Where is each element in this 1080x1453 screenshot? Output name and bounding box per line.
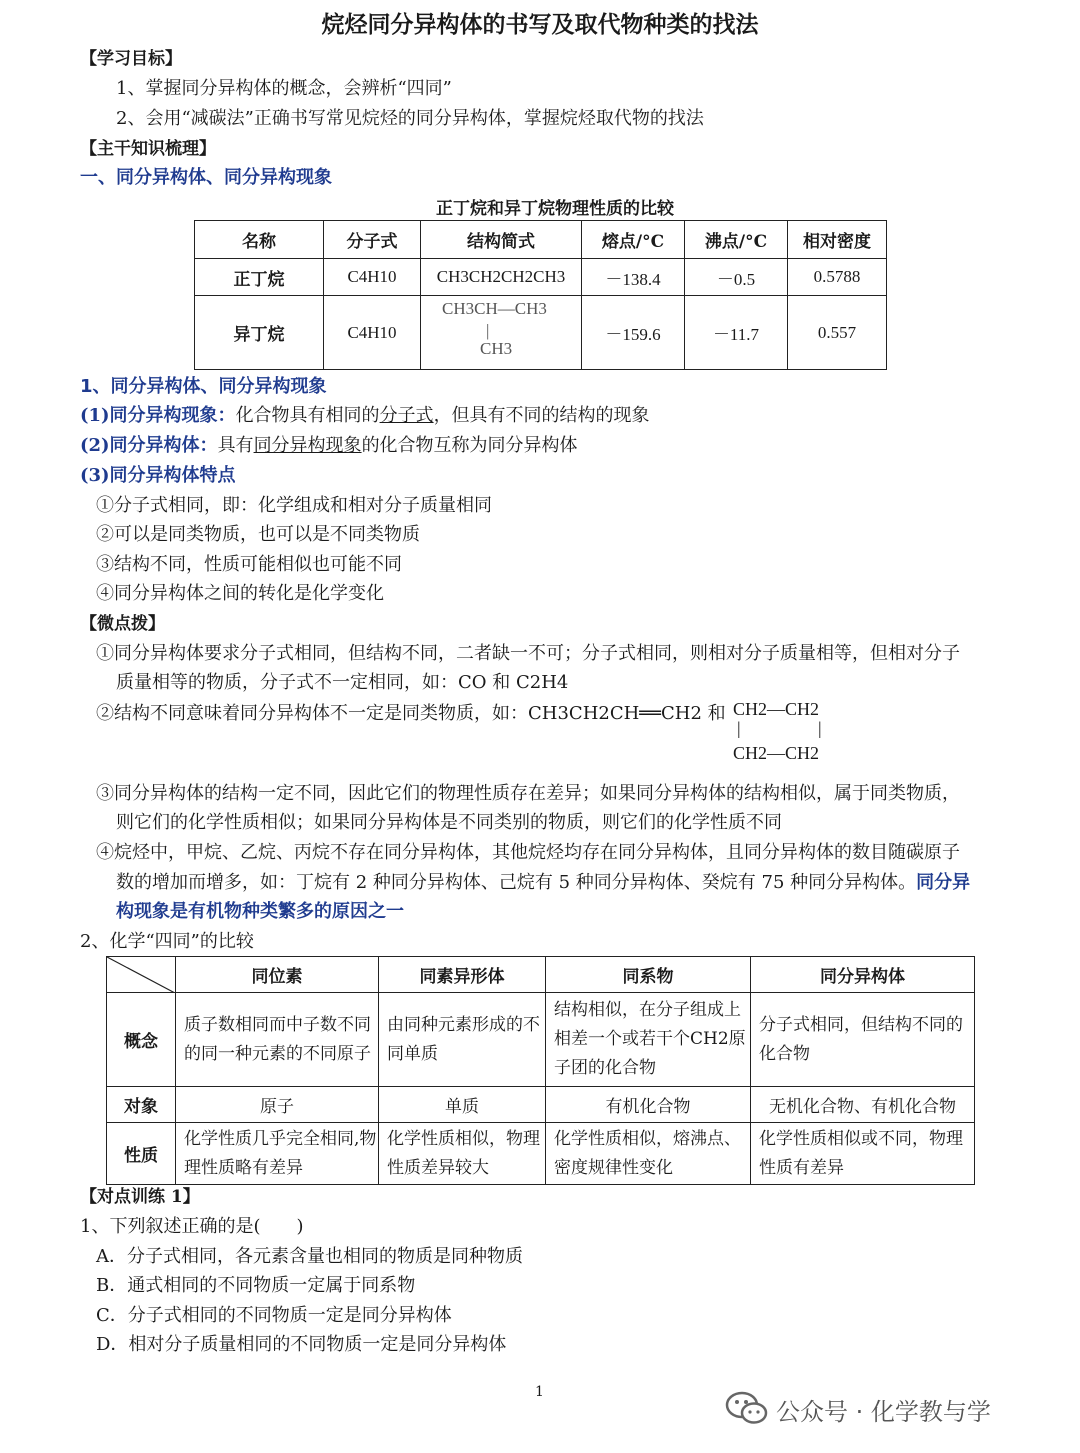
table2-cell: 无机化合物、有机化合物 — [751, 1087, 975, 1123]
definition-text: 的化合物互称为同分异构体 — [361, 435, 578, 456]
ring-top: CH2—CH2 — [733, 699, 820, 719]
table1-cell: －138.4 — [582, 259, 685, 296]
table2-cell: 分子式相同，但结构不同的化合物 — [751, 993, 975, 1087]
tips-header: 【微点拨】 — [80, 614, 165, 634]
tip-4-emphasis: 构现象是有机物种类繁多的原因之一 — [116, 901, 404, 922]
four-same-comparison-table — [106, 956, 975, 1185]
table-row — [195, 259, 887, 296]
table2-header: 同系物 — [546, 957, 751, 993]
isobutane-structure: CH3CH—CH3 | CH3 — [421, 296, 582, 370]
iso-branch: CH3 — [480, 339, 513, 358]
tip-1-cont: 质量相等的物质，分子式不一定相同，如：CO 和 C2H4 — [116, 672, 569, 693]
option-a: A．分子式相同，各元素含量也相同的物质是同种物质 — [96, 1246, 523, 1267]
feature-item: ③结构不同，性质可能相似也可能不同 — [96, 554, 402, 575]
table2-cell: 结构相似，在分子组成上相差一个或若干个CH2原子团的化合物 — [546, 993, 751, 1087]
page-title: 烷烃同分异构体的书写及取代物种类的找法 — [321, 12, 759, 38]
table2-cell: 由同种元素形成的不同单质 — [379, 993, 546, 1087]
table1-header: 相对密度 — [788, 221, 887, 259]
table2-cell: 化学性质相似，熔沸点、密度规律性变化 — [546, 1123, 751, 1185]
wechat-icon — [724, 1388, 770, 1433]
tip-4: ④烷烃中，甲烷、乙烷、丙烷不存在同分异构体，其他烷烃均存在同分异构体，且同分异构体的数目随碳原子 — [96, 842, 960, 863]
definition-2 — [80, 431, 578, 457]
tip-3: ③同分异构体的结构一定不同，因此它们的物理性质存在差异；如果同分异构体的结构相似，属于同类物质， — [96, 783, 960, 804]
definition-underline: 同分异构现象 — [253, 435, 362, 456]
main-header: 【主干知识梳理】 — [80, 139, 216, 159]
table1-caption: 正丁烷和异丁烷物理性质的比较 — [436, 199, 674, 219]
definition-text: ，但具有不同的结构的现象 — [433, 405, 650, 426]
table2-header: 同素异形体 — [379, 957, 546, 993]
table2-cell: 原子 — [176, 1087, 379, 1123]
table2-cell: 单质 — [379, 1087, 546, 1123]
table1-header: 沸点/°C — [685, 221, 788, 259]
definition-label: (2)同分异构体： — [80, 435, 218, 456]
table1-cell: CH3CH2CH2CH3 — [421, 259, 582, 296]
tip-emphasis: 同分异 — [916, 872, 971, 893]
table1-header: 名称 — [195, 221, 324, 259]
practice-header: 【对点训练 1】 — [80, 1187, 200, 1207]
page-number: 1 — [535, 1384, 544, 1400]
table-row — [107, 1123, 975, 1185]
row-label: 概念 — [107, 993, 176, 1087]
tip-3-cont: 则它们的化学性质相似；如果同分异构体是不同类别的物质，则它们的化学性质不同 — [116, 812, 782, 833]
table1-cell: 0.5788 — [788, 259, 887, 296]
row-label: 对象 — [107, 1087, 176, 1123]
feature-item: ①分子式相同，即：化学组成和相对分子质量相同 — [96, 495, 492, 516]
table1-cell: C4H10 — [324, 296, 421, 370]
table1-header: 结构简式 — [421, 221, 582, 259]
question: 1、下列叙述正确的是( ) — [80, 1216, 304, 1237]
table1-cell: 异丁烷 — [195, 296, 324, 370]
definition-3: (3)同分异构体特点 — [80, 465, 236, 486]
goal-1: 1、掌握同分异构体的概念，会辨析“四同” — [116, 78, 452, 99]
tip-text: 数的增加而增多，如：丁烷有 2 种同分异构体、己烷有 5 种同分异构体、癸烷有 75 种同分异构体。 — [116, 872, 917, 893]
table1-cell: C4H10 — [324, 259, 421, 296]
definition-text: 具有 — [217, 435, 254, 456]
table2-cell: 化学性质相似，物理性质差异较大 — [379, 1123, 546, 1185]
definition-1 — [80, 401, 650, 427]
table2-cell: 化学性质几乎完全相同,物理性质略有差异 — [176, 1123, 379, 1185]
tip-1: ①同分异构体要求分子式相同，但结构不同，二者缺一不可；分子式相同，则相对分子质量相等，但相对分子 — [96, 643, 960, 664]
table-row — [195, 296, 887, 370]
table-row — [107, 1087, 975, 1123]
table1-cell: －0.5 — [685, 259, 788, 296]
table2-cell: 有机化合物 — [546, 1087, 751, 1123]
row-label: 性质 — [107, 1123, 176, 1185]
table1-header: 分子式 — [324, 221, 421, 259]
definition-text: 化合物具有相同的 — [235, 405, 380, 426]
goal-2: 2、会用“减碳法”正确书写常见烷烃的同分异构体，掌握烷烃取代物的找法 — [116, 108, 704, 129]
table1-cell: －11.7 — [685, 296, 788, 370]
section-heading-1: 一、同分异构体、同分异构现象 — [80, 167, 332, 188]
iso-top-chain: CH3CH—CH3 — [442, 299, 547, 318]
tip-2: ②结构不同意味着同分异构体不一定是同类物质，如：CH3CH2CH══CH2 和 — [96, 703, 726, 724]
table1-cell: 0.557 — [788, 296, 887, 370]
definition-label: (1)同分异构现象： — [80, 405, 236, 426]
option-c: C．分子式相同的不同物质一定是同分异构体 — [96, 1305, 452, 1326]
option-b: B．通式相同的不同物质一定属于同系物 — [96, 1275, 416, 1296]
butane-comparison-table — [194, 220, 887, 370]
table2-cell: 化学性质相似或不同，物理性质有差异 — [751, 1123, 975, 1185]
table2-header: 同分异构体 — [751, 957, 975, 993]
watermark-text: 公众号 · 化学教与学 — [776, 1398, 991, 1426]
goals-header: 【学习目标】 — [80, 49, 182, 69]
subsection-1: 1、同分异构体、同分异构现象 — [80, 376, 327, 397]
feature-item: ②可以是同类物质，也可以是不同类物质 — [96, 524, 420, 545]
table-row — [107, 993, 975, 1087]
diagonal-corner — [107, 957, 176, 993]
table1-cell: －159.6 — [582, 296, 685, 370]
option-d: D．相对分子质量相同的不同物质一定是同分异构体 — [96, 1334, 507, 1355]
feature-item: ④同分异构体之间的转化是化学变化 — [96, 583, 384, 604]
ring-bottom: CH2—CH2 — [733, 743, 820, 763]
subsection-2: 2、化学“四同”的比较 — [80, 931, 254, 952]
table1-cell: 正丁烷 — [195, 259, 324, 296]
table2-header: 同位素 — [176, 957, 379, 993]
definition-underline: 分子式 — [379, 405, 434, 426]
table2-cell: 质子数相同而中子数不同的同一种元素的不同原子 — [176, 993, 379, 1087]
table1-header: 熔点/°C — [582, 221, 685, 259]
tip-4-cont — [116, 868, 970, 894]
